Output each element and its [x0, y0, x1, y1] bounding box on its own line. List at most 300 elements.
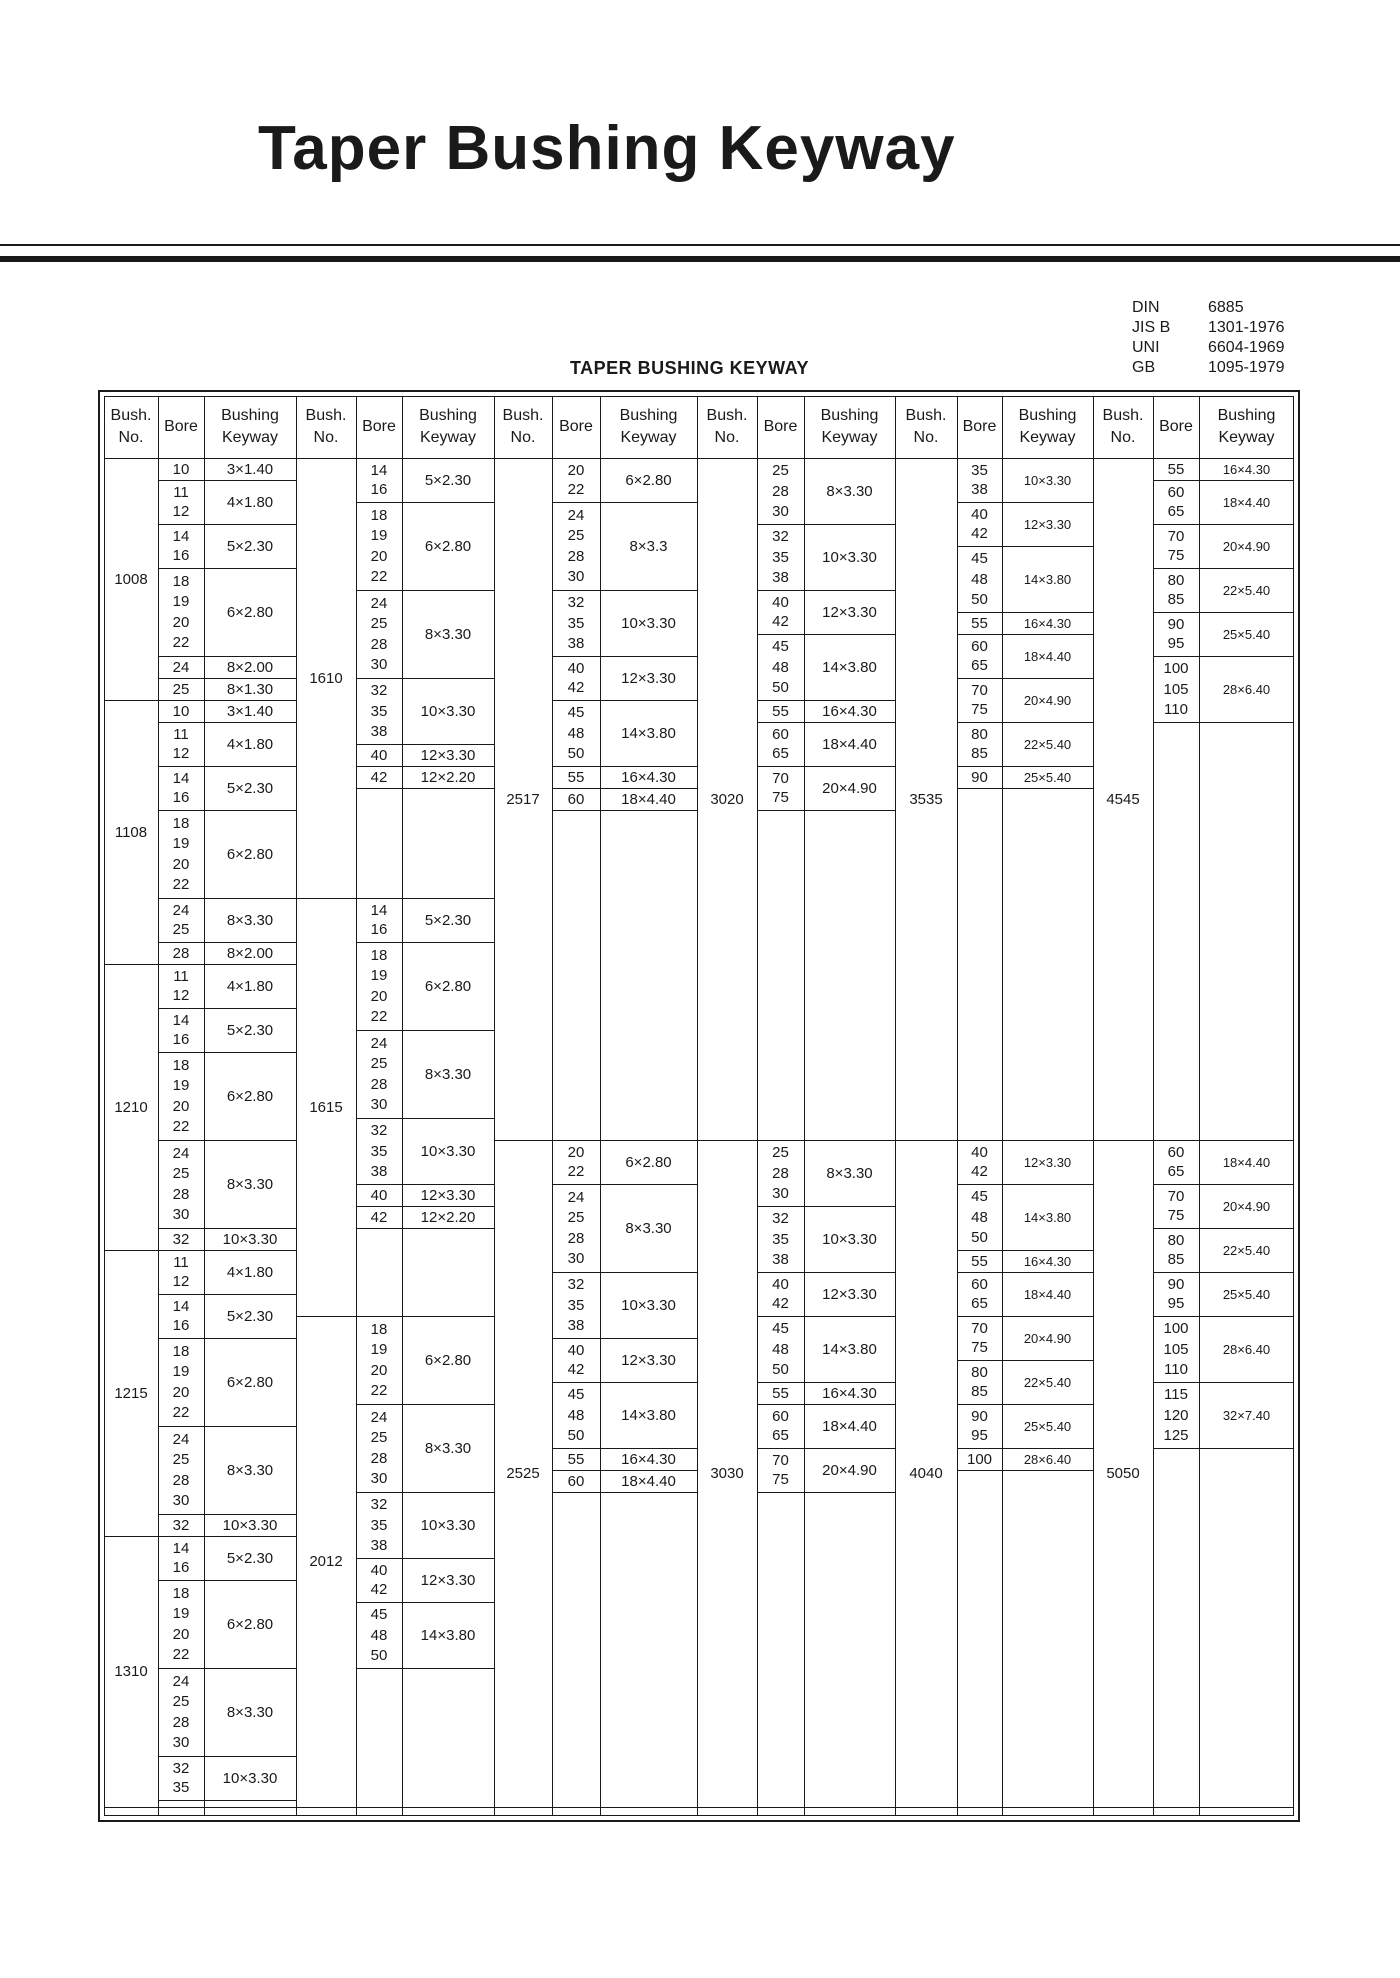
group-divider: [1153, 722, 1294, 723]
keyway-size: 10×3.30: [420, 1142, 476, 1160]
bore-value: 12: [172, 503, 190, 521]
bore-value: 60: [772, 1407, 789, 1425]
keyway-size: 10×3.30: [222, 1230, 278, 1248]
bore-group: [158, 1052, 204, 1140]
bore-value: 19: [172, 835, 190, 853]
keyway-size: 16×4.30: [822, 702, 877, 720]
keyway-size: 6×2.80: [424, 977, 472, 995]
keyway-size: 18×4.40: [1222, 494, 1271, 510]
keyway-size: 20×4.90: [822, 779, 877, 797]
bore-value: 16: [172, 1317, 190, 1335]
keyway-size: 14×3.80: [621, 724, 676, 742]
bore-value: 65: [1167, 1163, 1185, 1181]
keyway-size: 6×2.80: [625, 1153, 672, 1171]
bore-group: [158, 964, 204, 1008]
page-title: Taper Bushing Keyway: [258, 114, 956, 183]
bush-number: 1615: [309, 1098, 343, 1116]
bore-value: 28: [370, 1449, 388, 1467]
bore-value: 24: [172, 1430, 190, 1448]
bore-value: 100: [966, 1450, 993, 1468]
bore-value: 20: [370, 547, 388, 565]
bore-group: [158, 1338, 204, 1426]
keyway-size: 12×3.30: [420, 1571, 476, 1589]
keyway-size: 8×3.30: [424, 1439, 472, 1457]
bush-number: 1310: [114, 1662, 148, 1680]
bore-value: 95: [971, 1427, 988, 1445]
bore-value: 14: [172, 1539, 190, 1557]
bore-value: 125: [1163, 1426, 1189, 1444]
keyway-size: 4×1.80: [226, 493, 274, 511]
bore-value: 20: [370, 1361, 388, 1379]
bore-group: [158, 1668, 204, 1756]
bore-value: 48: [971, 570, 988, 588]
bore-value: 65: [772, 745, 789, 763]
standard-row: [1132, 318, 1285, 338]
bore-group: [1153, 480, 1199, 524]
bore-value: 18: [172, 572, 190, 590]
bore-group: [158, 1140, 204, 1228]
bore-group: [158, 1514, 204, 1536]
bore-value: 30: [172, 1206, 190, 1224]
bush-number: 4040: [909, 1464, 943, 1482]
bore-group: [957, 1316, 1002, 1360]
bore-group: [552, 458, 600, 502]
bore-value: 40: [772, 593, 789, 611]
bore-group: [158, 1756, 204, 1800]
bore-group: [1153, 656, 1199, 722]
bore-value: 75: [772, 789, 789, 807]
bore-value: 22: [370, 1382, 388, 1400]
standard-name: DIN: [1132, 299, 1160, 316]
keyway-size: 18×4.40: [1023, 1286, 1072, 1302]
group-divider: [158, 1800, 296, 1801]
bore-group: [356, 1118, 402, 1184]
keyway-size: 18×4.40: [1023, 648, 1072, 664]
block-divider: [296, 1807, 494, 1808]
bore-value: 16: [172, 1559, 190, 1577]
bore-value: 18: [172, 1056, 190, 1074]
header-rule-thin: [0, 244, 1400, 246]
header-bush-no: Bush. No.: [305, 407, 347, 446]
keyway-size: 20×4.90: [1222, 1198, 1271, 1214]
bore-value: 55: [772, 1384, 789, 1402]
bore-value: 30: [370, 656, 388, 674]
bore-value: 35: [772, 1230, 789, 1248]
keyway-size: 18×4.40: [621, 790, 676, 808]
table-title: TAPER BUSHING KEYWAY: [570, 358, 810, 378]
bore-value: 11: [173, 1253, 189, 1271]
bore-group: [957, 1250, 1002, 1272]
keyway-size: 8×3.30: [826, 482, 873, 500]
bore-value: 24: [172, 1144, 190, 1162]
bore-value: 70: [971, 1319, 988, 1337]
bore-value: 20: [567, 461, 585, 479]
keyway-size: 8×1.30: [226, 680, 274, 698]
keyway-size: 28×6.40: [1222, 1341, 1271, 1357]
bore-group: [158, 1008, 204, 1052]
header-bore: Bore: [962, 418, 997, 435]
bore-value: 38: [370, 1536, 388, 1554]
keyway-size: 4×1.80: [226, 1263, 274, 1281]
bore-value: 105: [1163, 1340, 1189, 1358]
bore-group: [957, 1140, 1002, 1184]
bore-value: 32: [567, 1276, 585, 1294]
bore-value: 65: [1167, 503, 1185, 521]
block-divider: [494, 1807, 697, 1808]
bore-value: 60: [1167, 1143, 1185, 1161]
bore-value: 50: [370, 1646, 388, 1664]
bore-value: 35: [567, 1296, 585, 1314]
bore-value: 18: [172, 1584, 190, 1602]
bore-value: 40: [971, 505, 988, 523]
header-bush-no: Bush. No.: [905, 407, 947, 446]
bore-group: [1153, 1140, 1199, 1184]
bore-value: 38: [567, 1316, 585, 1334]
keyway-size: 12×3.30: [621, 669, 676, 687]
bore-value: 32: [172, 1759, 190, 1777]
bore-group: [158, 1294, 204, 1338]
keyway-size: 12×2.20: [420, 1208, 476, 1226]
bore-value: 40: [971, 1143, 988, 1161]
bore-value: 11: [173, 483, 189, 501]
bush-number: 1610: [309, 669, 343, 687]
keyway-size: 6×2.80: [424, 1351, 472, 1369]
bore-value: 80: [1167, 1231, 1185, 1249]
bore-value: 40: [370, 1561, 388, 1579]
header-bore: Bore: [763, 418, 798, 435]
keyway-size: 8×3.30: [226, 1461, 274, 1479]
bore-value: 80: [971, 725, 988, 743]
bore-value: 12: [172, 987, 190, 1005]
bore-group: [158, 700, 204, 722]
bore-group: [356, 1492, 402, 1558]
bore-group: [158, 898, 204, 942]
keyway-size: 5×2.30: [226, 1021, 274, 1039]
keyway-size: 18×4.40: [822, 1417, 877, 1435]
keyway-size: 8×3.30: [226, 1175, 274, 1193]
bore-value: 18: [172, 1342, 190, 1360]
bore-value: 20: [172, 855, 190, 873]
bore-value: 35: [370, 1142, 388, 1160]
bore-value: 19: [172, 1605, 190, 1623]
group-divider: [356, 1228, 494, 1229]
block-divider: [895, 1807, 1093, 1808]
keyway-size: 6×2.80: [226, 1615, 274, 1633]
block-divider: [104, 1807, 296, 1808]
bore-value: 16: [172, 547, 190, 565]
bore-value: 28: [772, 482, 789, 500]
bore-group: [757, 1206, 804, 1272]
keyway-size: 16×4.30: [1023, 1253, 1072, 1269]
keyway-size: 10×3.30: [1023, 472, 1072, 488]
bore-value: 14: [370, 901, 388, 919]
bore-value: 55: [772, 702, 789, 720]
block-divider: [1093, 1807, 1294, 1808]
keyway-size: 16×4.30: [621, 1450, 676, 1468]
bore-value: 12: [172, 745, 190, 763]
bore-group: [1153, 1184, 1199, 1228]
keyway-size: 5×2.30: [424, 911, 472, 929]
bore-group: [957, 722, 1002, 766]
bore-value: 14: [172, 1011, 190, 1029]
group-divider: [356, 788, 494, 789]
bore-group: [552, 1184, 600, 1272]
keyway-size: 10×3.30: [822, 548, 877, 566]
bush-number: 1210: [114, 1098, 148, 1116]
bore-group: [356, 1404, 402, 1492]
keyway-size: 25×5.40: [1222, 1286, 1271, 1302]
bush-number: 4545: [1106, 790, 1140, 808]
keyway-size: 5×2.30: [424, 471, 472, 489]
bore-value: 30: [172, 1734, 190, 1752]
bore-value: 100: [1163, 1320, 1189, 1338]
bore-value: 18: [370, 946, 388, 964]
bore-value: 19: [370, 967, 388, 985]
bore-value: 90: [971, 768, 988, 786]
keyway-size: 14×3.80: [822, 1340, 877, 1358]
bore-value: 60: [772, 725, 789, 743]
bore-group: [552, 788, 600, 810]
keyway-size: 25×5.40: [1222, 626, 1271, 642]
bore-value: 30: [567, 1250, 585, 1268]
bore-value: 19: [370, 527, 388, 545]
bore-value: 70: [772, 1451, 789, 1469]
bore-value: 32: [370, 1496, 388, 1514]
header-bush-no: Bush. No.: [706, 407, 748, 446]
bore-value: 25: [370, 615, 388, 633]
bush-number: 3535: [909, 790, 943, 808]
bore-value: 50: [567, 744, 585, 762]
bore-group: [158, 656, 204, 678]
bore-value: 40: [370, 746, 388, 764]
keyway-size: 8×3.30: [226, 911, 274, 929]
bore-value: 35: [370, 1516, 388, 1534]
bore-value: 60: [567, 1472, 585, 1490]
bore-value: 55: [971, 614, 988, 632]
bore-value: 55: [567, 1450, 585, 1468]
keyway-size: 25×5.40: [1023, 769, 1072, 785]
keyway-size: 8×3.30: [625, 1219, 672, 1237]
bore-group: [1153, 568, 1199, 612]
bore-group: [552, 590, 600, 656]
keyway-size: 8×2.00: [226, 658, 274, 676]
bore-value: 42: [772, 613, 789, 631]
bore-value: 45: [772, 638, 789, 656]
bore-value: 48: [772, 658, 789, 676]
bore-value: 24: [567, 506, 585, 524]
bore-value: 95: [1167, 635, 1185, 653]
keyway-size: 5×2.30: [226, 537, 274, 555]
bore-group: [757, 1404, 804, 1448]
bore-value: 25: [772, 1144, 789, 1162]
bore-value: 25: [370, 1055, 388, 1073]
keyway-size: 22×5.40: [1023, 736, 1072, 752]
group-divider: [1153, 1448, 1294, 1449]
standard-number: 1301-1976: [1208, 319, 1285, 336]
bore-value: 50: [971, 1228, 988, 1246]
bush-number: 3020: [710, 790, 744, 808]
standard-number: 6604-1969: [1208, 339, 1285, 356]
bore-value: 38: [971, 481, 988, 499]
bore-value: 20: [172, 1625, 190, 1643]
keyway-size: 6×2.80: [226, 1087, 274, 1105]
bore-value: 115: [1164, 1386, 1188, 1404]
bore-group: [356, 1206, 402, 1228]
bore-value: 20: [370, 987, 388, 1005]
bore-value: 35: [370, 702, 388, 720]
keyway-size: 10×3.30: [222, 1516, 278, 1534]
bore-value: 38: [772, 568, 789, 586]
bore-value: 70: [971, 681, 988, 699]
bore-value: 18: [370, 1320, 388, 1338]
keyway-size: 20×4.90: [1023, 692, 1072, 708]
bore-value: 38: [370, 1162, 388, 1180]
bore-value: 12: [172, 1273, 190, 1291]
standards-list: [1132, 298, 1285, 378]
bore-value: 28: [772, 1164, 789, 1182]
keyway-size: 14×3.80: [621, 1406, 676, 1424]
bore-value: 30: [172, 1492, 190, 1510]
group-divider: [957, 1470, 1093, 1471]
keyway-size: 16×4.30: [1023, 615, 1072, 631]
bore-group: [757, 766, 804, 810]
keyway-size: 20×4.90: [1222, 538, 1271, 554]
bore-value: 50: [772, 678, 789, 696]
keyway-size: 14×3.80: [822, 658, 877, 676]
bore-value: 20: [172, 1097, 190, 1115]
bore-group: [957, 678, 1002, 722]
bore-value: 14: [172, 1297, 190, 1315]
bore-value: 35: [772, 548, 789, 566]
bore-value: 40: [567, 1341, 585, 1359]
bore-value: 35: [172, 1779, 190, 1797]
bore-group: [552, 1272, 600, 1338]
bore-group: [158, 942, 204, 964]
bore-value: 32: [172, 1230, 190, 1248]
bore-value: 32: [370, 1122, 388, 1140]
bore-value: 60: [971, 1275, 988, 1293]
bore-group: [158, 1536, 204, 1580]
bore-value: 10: [172, 460, 190, 478]
bore-group: [158, 568, 204, 656]
bore-value: 42: [971, 1163, 988, 1181]
bore-value: 55: [1167, 460, 1185, 478]
bore-value: 85: [1167, 1251, 1185, 1269]
bore-group: [356, 942, 402, 1030]
bore-value: 28: [172, 1713, 190, 1731]
bore-group: [757, 458, 804, 524]
bore-value: 45: [370, 1606, 388, 1624]
bore-group: [552, 656, 600, 700]
bore-value: 11: [173, 725, 189, 743]
bore-value: 42: [567, 1361, 585, 1379]
bore-value: 80: [971, 1363, 988, 1381]
bore-group: [1153, 1316, 1199, 1382]
keyway-size: 12×2.20: [420, 768, 476, 786]
keyway-size: 10×3.30: [621, 614, 676, 632]
bore-value: 110: [1164, 700, 1188, 718]
keyway-size: 12×3.30: [1023, 516, 1072, 532]
bore-group: [757, 634, 804, 700]
bore-value: 75: [1167, 547, 1185, 565]
keyway-size: 20×4.90: [1023, 1330, 1072, 1346]
bore-value: 45: [567, 1386, 585, 1404]
keyway-size: 4×1.80: [226, 977, 274, 995]
keyway-size: 32×7.40: [1222, 1407, 1271, 1423]
bore-group: [957, 1272, 1002, 1316]
bore-group: [957, 1448, 1002, 1470]
bore-group: [757, 590, 804, 634]
bush-number: 2525: [506, 1464, 540, 1482]
header-bush-no: Bush. No.: [110, 407, 152, 446]
bore-group: [158, 722, 204, 766]
bore-value: 42: [370, 768, 388, 786]
keyway-size: 14×3.80: [1023, 1209, 1072, 1225]
bore-value: 35: [567, 614, 585, 632]
keyway-size: 28×6.40: [1222, 681, 1271, 697]
bore-group: [957, 546, 1002, 612]
bore-value: 25: [370, 1429, 388, 1447]
keyway-size: 6×2.80: [226, 845, 274, 863]
bore-group: [957, 766, 1002, 788]
bore-group: [356, 458, 402, 502]
keyway-size: 10×3.30: [621, 1296, 676, 1314]
keyway-size: 6×2.80: [226, 603, 274, 621]
keyway-size: 5×2.30: [226, 1307, 274, 1325]
bore-group: [356, 678, 402, 744]
bore-value: 24: [567, 1188, 585, 1206]
bore-value: 55: [567, 768, 585, 786]
bore-value: 48: [370, 1626, 388, 1644]
keyway-size: 12×3.30: [822, 603, 877, 621]
bore-value: 100: [1163, 660, 1189, 678]
bore-value: 65: [971, 1295, 988, 1313]
bore-value: 19: [370, 1341, 388, 1359]
bore-value: 70: [1167, 1187, 1185, 1205]
bore-group: [356, 1558, 402, 1602]
bore-group: [356, 1602, 402, 1668]
standard-name: GB: [1132, 359, 1156, 376]
bore-value: 70: [1167, 527, 1185, 545]
bore-value: 25: [172, 680, 190, 698]
bore-group: [552, 1382, 600, 1448]
bore-value: 38: [772, 1250, 789, 1268]
bore-value: 45: [971, 550, 988, 568]
bore-group: [757, 1448, 804, 1492]
bore-value: 38: [567, 634, 585, 652]
bore-value: 60: [567, 790, 585, 808]
standard-row: [1132, 358, 1285, 378]
bore-value: 11: [173, 967, 189, 985]
bore-value: 75: [772, 1471, 789, 1489]
keyway-size: 14×3.80: [420, 1626, 476, 1644]
keyway-size: 6×2.80: [424, 537, 472, 555]
bore-group: [1153, 1272, 1199, 1316]
bore-value: 75: [971, 701, 988, 719]
keyway-size: 18×4.40: [621, 1472, 676, 1490]
bore-group: [356, 502, 402, 590]
bore-value: 19: [172, 1077, 190, 1095]
bore-value: 40: [370, 1186, 388, 1204]
bore-group: [158, 678, 204, 700]
bore-value: 28: [172, 944, 190, 962]
bore-value: 22: [172, 1646, 190, 1664]
bore-value: 32: [772, 528, 789, 546]
bore-value: 60: [971, 637, 988, 655]
keyway-size: 12×3.30: [1023, 1154, 1072, 1170]
keyway-size: 3×1.40: [226, 460, 274, 478]
bore-group: [957, 1360, 1002, 1404]
